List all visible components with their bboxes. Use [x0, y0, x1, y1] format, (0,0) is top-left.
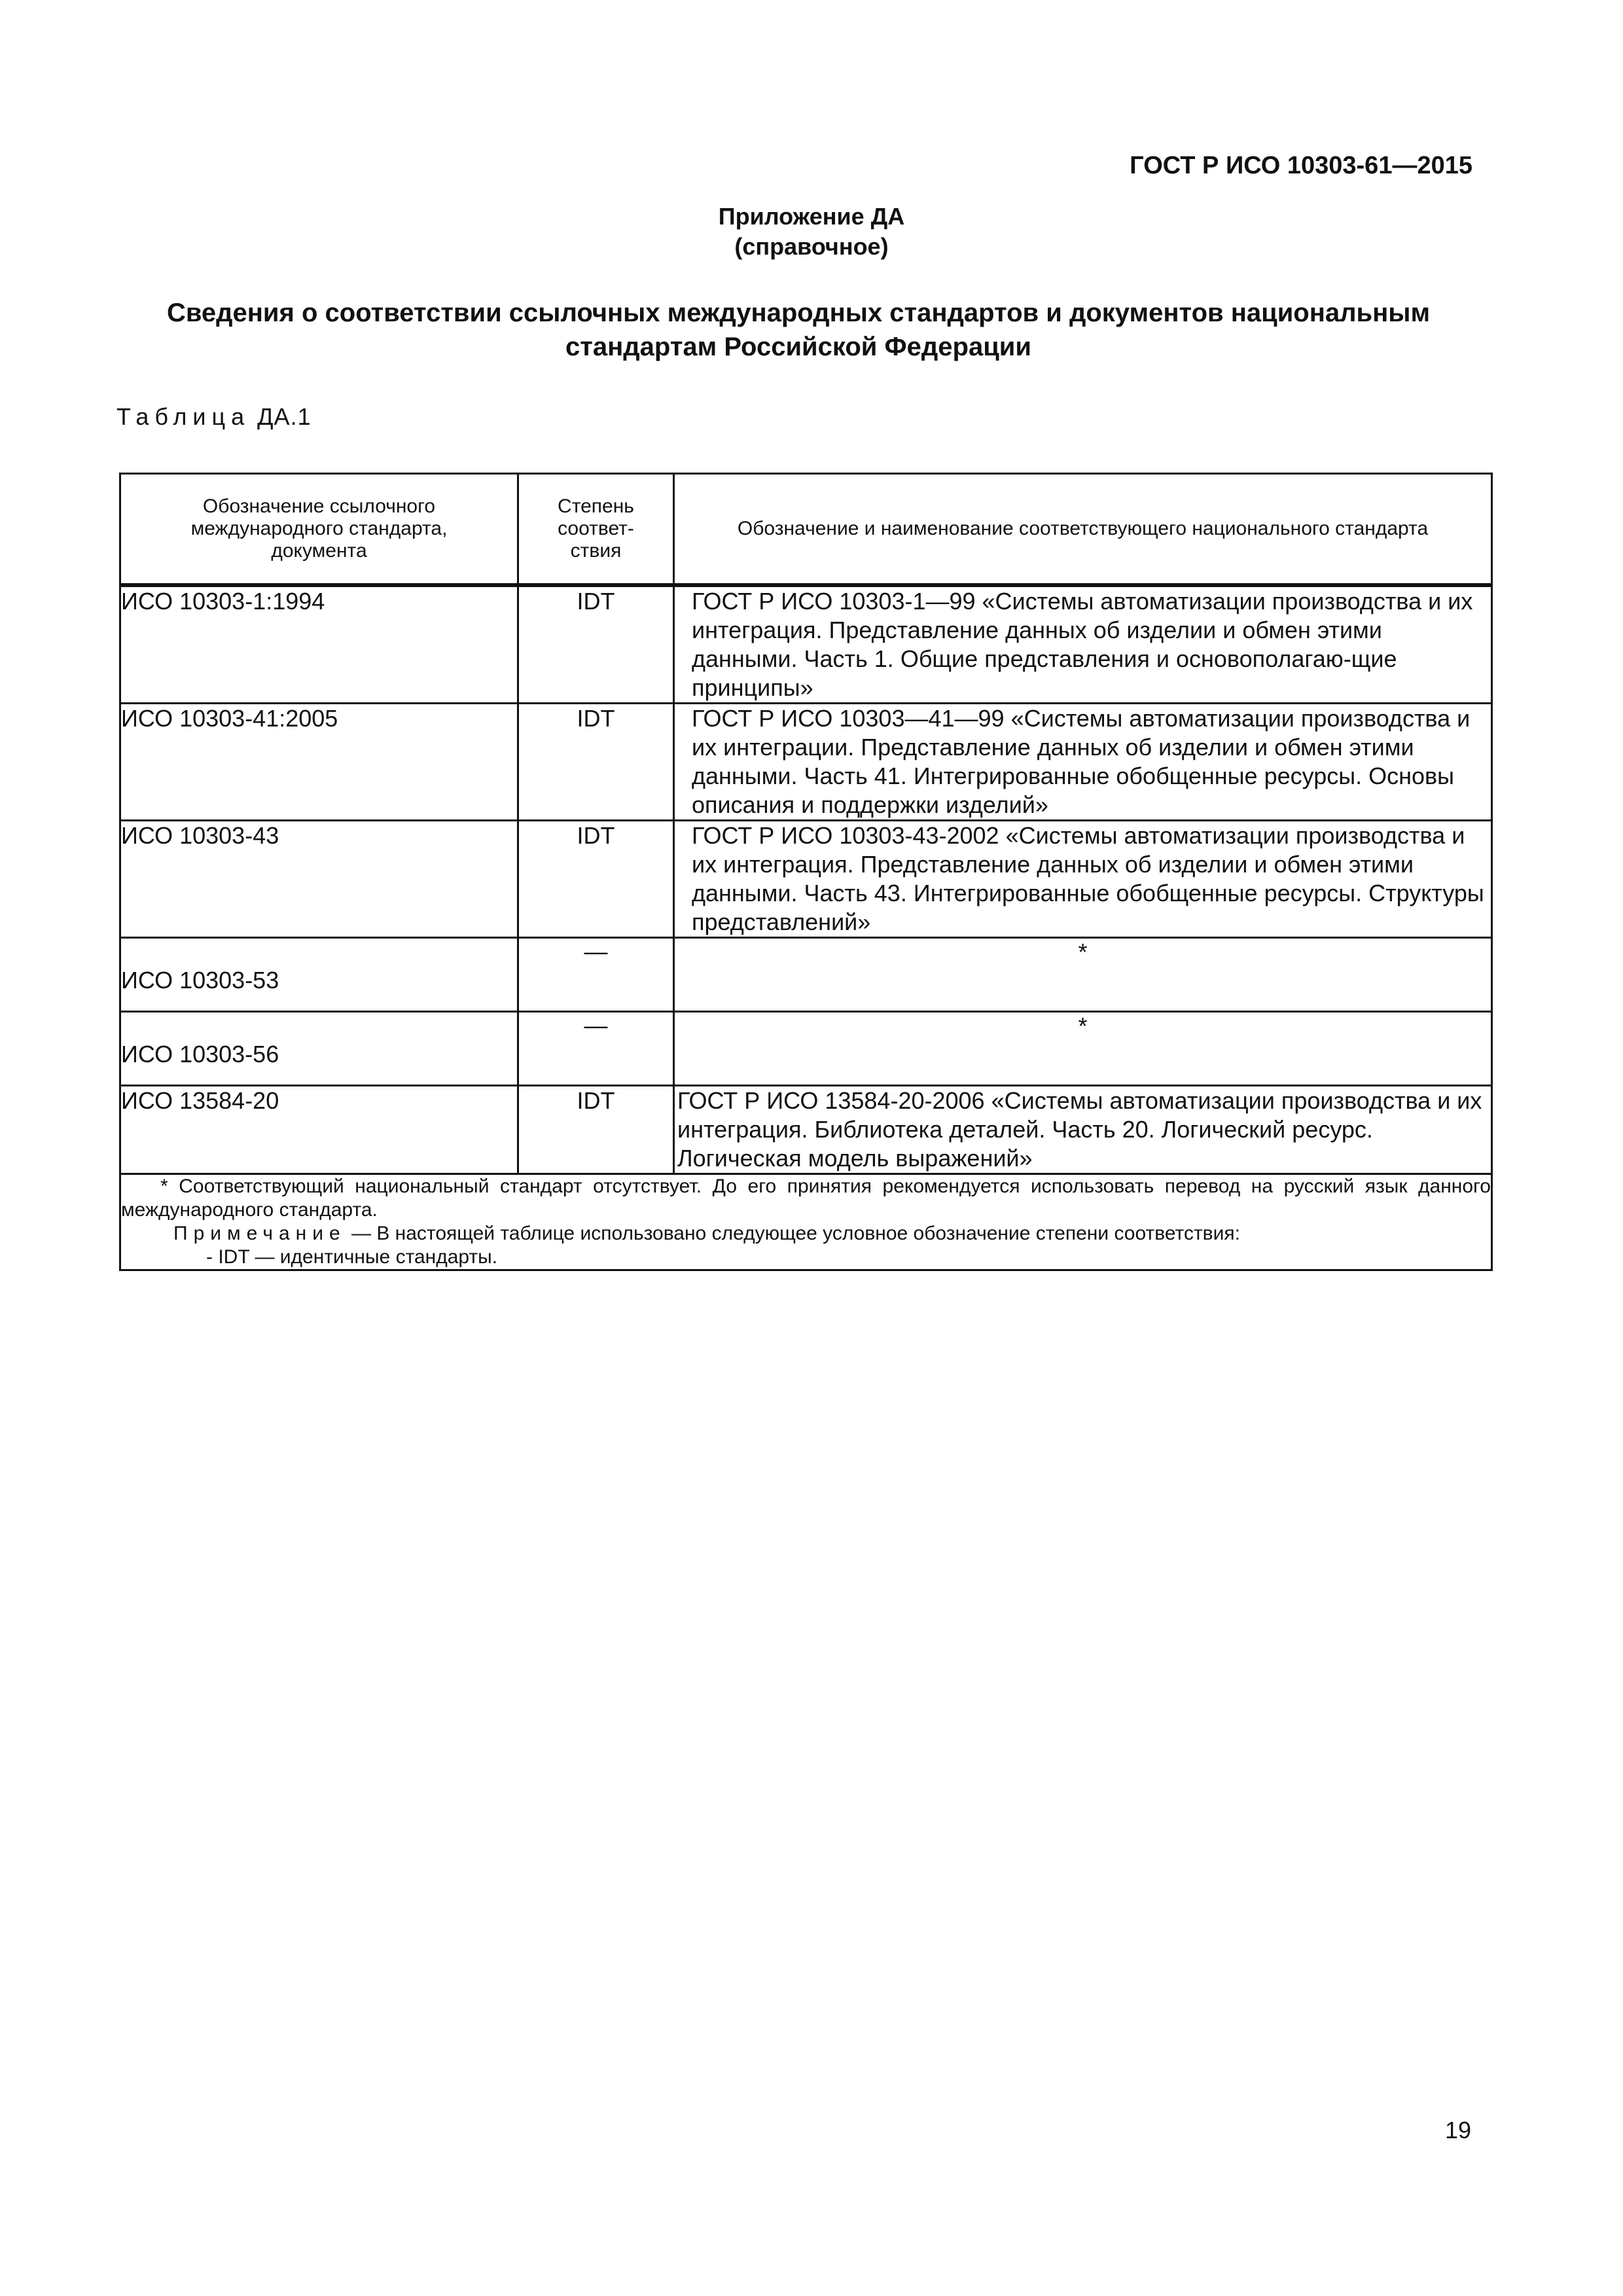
header-national-standard: Обозначение и наименование соответствующего национального стандарта — [674, 474, 1492, 586]
cell-national-standard: * — [674, 1012, 1492, 1086]
cell-intl-standard: ИСО 10303-43 — [120, 821, 518, 938]
document-code: ГОСТ Р ИСО 10303-61—2015 — [1130, 152, 1472, 179]
header-degree: Степень соответ- ствия — [518, 474, 674, 586]
note-word: Примечание — [173, 1223, 346, 1244]
main-title-line-1: Сведения о соответствии ссылочных международных стандартов и документов национальным — [166, 298, 1431, 327]
page-number: 19 — [1444, 2117, 1471, 2144]
cell-national-standard: ГОСТ Р ИСО 10303—41—99 «Системы автоматизации производства и их интеграции. Представление данных об изделии и обмен этими данными. Часть 41. Интегрированные обобщенные ресурсы. Основы описания и поддержки изделий» — [674, 704, 1492, 821]
note-text: — В настоящей таблице использовано следующее условное обозначение степени соответствия: — [351, 1223, 1240, 1244]
table-row — [120, 938, 1492, 1012]
footnote-text: * Соответствующий национальный стандарт отсутствует. До его принятия рекомендуется использовать перевод на русский язык данного международного стандарта. — [121, 1175, 1491, 1221]
cell-intl-standard: ИСО 10303-56 — [120, 1012, 518, 1086]
cell-degree: IDT — [518, 1086, 674, 1174]
cell-degree: IDT — [518, 821, 674, 938]
appendix-heading — [0, 202, 1623, 262]
cell-degree: IDT — [518, 585, 674, 704]
cell-degree: — — [518, 938, 674, 1012]
table-row — [120, 1012, 1492, 1086]
cell-national-standard: * — [674, 938, 1492, 1012]
cell-intl-standard: ИСО 13584-20 — [120, 1086, 518, 1174]
table-row — [120, 821, 1492, 938]
main-title — [118, 296, 1479, 364]
cell-intl-standard: ИСО 10303-1:1994 — [120, 585, 518, 704]
table-header-row — [120, 474, 1492, 586]
cell-national-standard: ГОСТ Р ИСО 13584-20-2006 «Системы автоматизации производства и их интеграция. Библиотека деталей. Часть 20. Логический ресурс. Логическая модель выражений» — [674, 1086, 1492, 1174]
table-row — [120, 704, 1492, 821]
table-row — [120, 585, 1492, 704]
cell-intl-standard: ИСО 10303-53 — [120, 938, 518, 1012]
table-notes-row — [120, 1174, 1492, 1270]
cell-national-standard: ГОСТ Р ИСО 10303-43-2002 «Системы автоматизации производства и их интеграция. Представление данных об изделии и обмен этими данными. Часть 43. Интегрированные обобщенные ресурсы. Структуры представлений» — [674, 821, 1492, 938]
appendix-subtitle: (справочное) — [734, 233, 889, 260]
cell-degree: IDT — [518, 704, 674, 821]
cell-intl-standard: ИСО 10303-41:2005 — [120, 704, 518, 821]
header-intl-standard: Обозначение ссылочного международного стандарта, документа — [120, 474, 518, 586]
cell-national-standard: ГОСТ Р ИСО 10303-1—99 «Системы автоматизации производства и их интеграция. Представление данных об изделии и обмен этими данными. Часть 1. Общие представления и основополагаю-щие принципы» — [674, 585, 1492, 704]
appendix-title: Приложение ДА — [718, 203, 905, 230]
table-notes — [120, 1174, 1492, 1270]
main-title-line-2: стандартам Российской Федерации — [565, 332, 1031, 361]
note-item: - IDT — идентичные стандарты. — [206, 1246, 498, 1268]
cell-degree: — — [518, 1012, 674, 1086]
note — [121, 1222, 1491, 1246]
table-label-word: Таблица — [116, 403, 251, 430]
table-label — [116, 403, 312, 431]
table-label-number: ДА.1 — [257, 403, 312, 430]
table-row — [120, 1086, 1492, 1174]
correspondence-table — [119, 473, 1493, 1271]
footnote — [121, 1175, 1491, 1222]
